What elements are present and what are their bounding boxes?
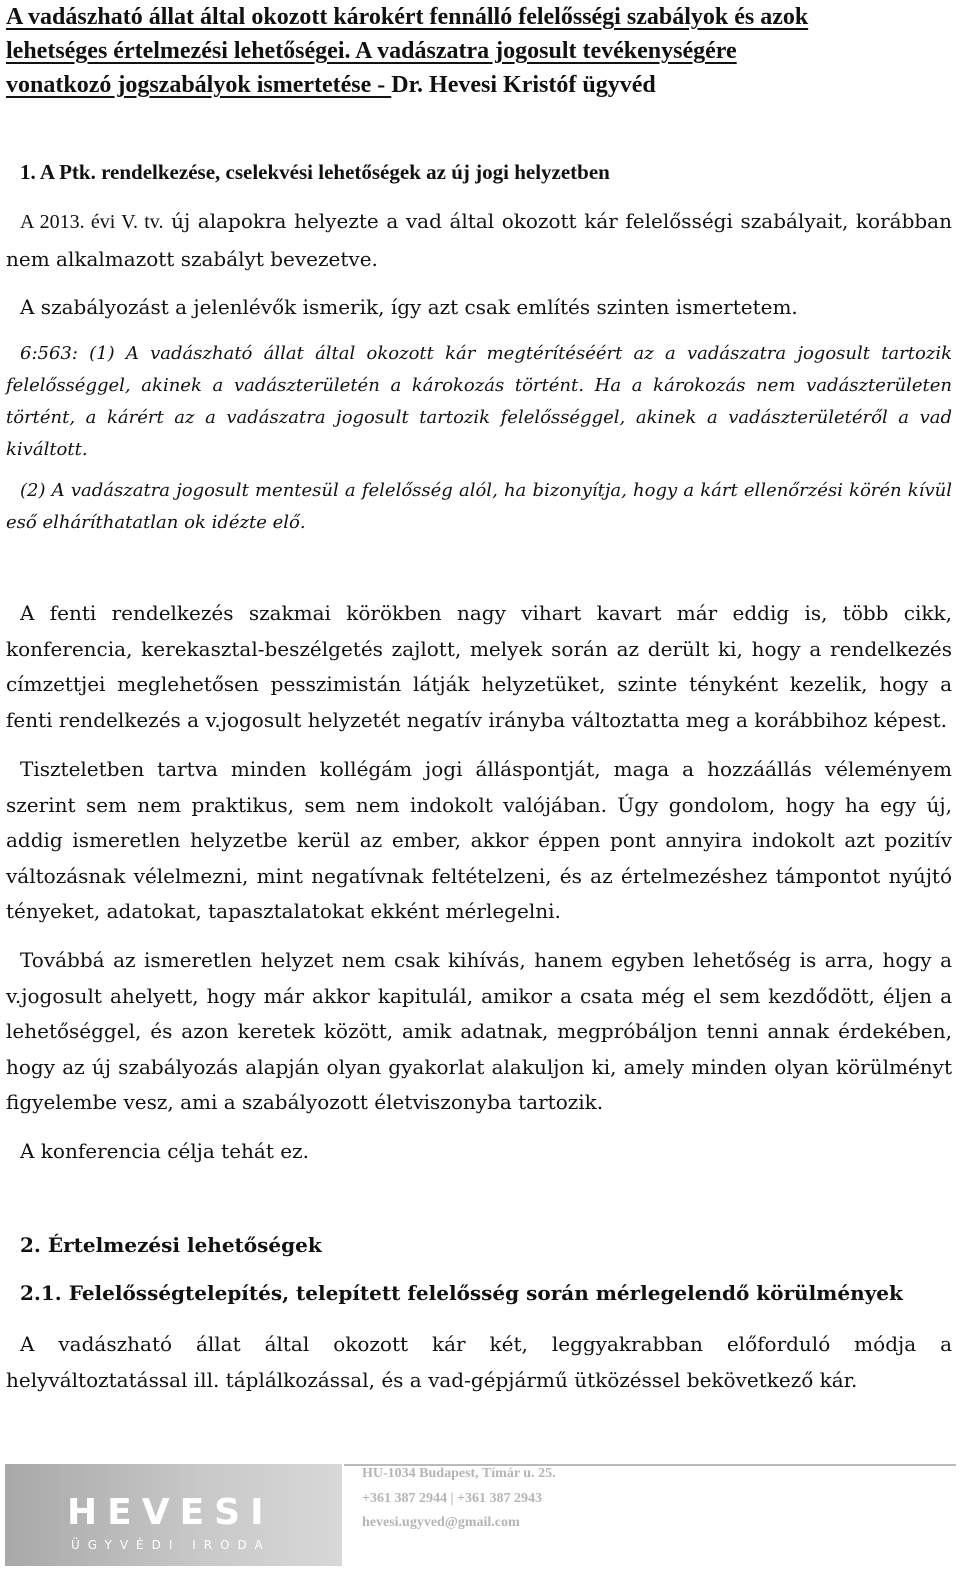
document-title [6,0,936,102]
logo-wordmark: HEVESI [67,1492,274,1533]
title-line-1: A vadászható állat által okozott károkért fennálló felelősségi szabályok és azok [6,4,809,30]
footer-phones: +361 387 2944 | +361 387 2943 [362,1491,543,1506]
title-line-2: lehetséges értelmezési lehetőségei. A vadászatra jogosult tevékenységére [6,38,737,64]
section-1-heading: 1. A Ptk. rendelkezése, cselekvési lehetőségek az új jogi helyzetben [20,160,610,184]
footer-email[interactable]: hevesi.ugyved@gmail.com [362,1515,520,1530]
body-paragraph-3: Továbbá az ismeretlen helyzet nem csak kihívás, hanem egyben lehetőség is arra, hogy a v.jogosult ahelyett, hogy már akkor kapitulál, amikor a csata még el sem kezdődött, éljen a lehetőséggel, és azon keretek között, amik adatnak, megpróbáljon tenni annak érdekében, hogy az új szabályozás alapján olyan gyakorlat alakuljon ki, amely minden olyan körülményt figyelembe vesz, ami a szabályozott életviszonyba tartozik. [6,948,952,1115]
section-2-heading: 2. Értelmezési lehetőségek [20,1233,322,1257]
footer-address: HU-1034 Budapest, Tímár u. 25. [362,1466,556,1481]
section-2-1-heading: 2.1. Felelősségtelepítés, telepített felelősség során mérlegelendő körülmények [20,1281,903,1305]
logo-subtitle: ÜGYVÉDI IRODA [71,1538,271,1552]
body-paragraph-2: Tiszteletben tartva minden kollégám jogi álláspontját, maga a hozzáállás véleményem szerint sem nem praktikus, sem nem indokolt valójában. Úgy gondolom, hogy ha egy új, addig ismeretlen helyzetbe kerül az ember, akkor éppen pont annyira indokolt azt pozitív változásnak vélelmezni, mint negatívnak feltételzeni, és az értelmezéshez támpontot nyújtó tényeket, adatokat, tapasztalatokat ekként mérlegelni. [6,757,952,924]
section-2-paragraph-1: A vadászható állat által okozott kár két, leggyakrabban előforduló módja a helyváltoztatással ill. táplálkozással, és a vad-gépjármű ütközéssel bekövetkező kár. [6,1332,952,1392]
law-quote-paragraph-1: 6:563: (1) A vadászható állat által okozott kár megtérítéséért az a vadászatra jogosult tartozik felelősséggel, akinek a vadászterületén a károkozás történt. Ha a károkozás nem vadászterületen történt, a kárért az a vadászatra jogosult tartozik felelősséggel, akinek a vadászterületéről a vad kiváltott. [6,343,952,460]
law-reference: A 2013. évi V. tv. [20,211,164,233]
title-line-3: vonatkozó jogszabályok ismertetése - [6,72,392,98]
page-footer [0,1462,960,1573]
body-paragraph-4: A konferencia célja tehát ez. [20,1139,309,1163]
section-1-intro [6,203,952,279]
intro-text: új alapokra helyezte a vad által okozott kár felelősségi szabályait, korábban nem alkalmazott szabályt bevezetve. [6,209,952,271]
law-quote-paragraph-2: (2) A vadászatra jogosult mentesül a felelősség alól, ha bizonyítja, hogy a kárt ellenőrzési körén kívül eső elháríthatatlan ok idézte elő. [6,480,952,533]
author: Dr. Hevesi Kristóf ügyvéd [391,72,656,98]
body-paragraph-1: A fenti rendelkezés szakmai körökben nagy vihart kavart már eddig is, több cikk, konferencia, kerekasztal-beszélgetés zajlott, melyek során az derült ki, hogy a rendelkezés címzettjei meglehetősen pesszimistán látják helyzetüket, szinte tényként kezelik, hogy a fenti rendelkezés a v.jogosult helyzetét negatív irányba változtatta meg a korábbihoz képest. [6,601,952,732]
firm-logo [5,1464,342,1566]
section-1-intro-2: A szabályozást a jelenlévők ismerik, így azt csak említés szinten ismertetem. [20,295,798,319]
